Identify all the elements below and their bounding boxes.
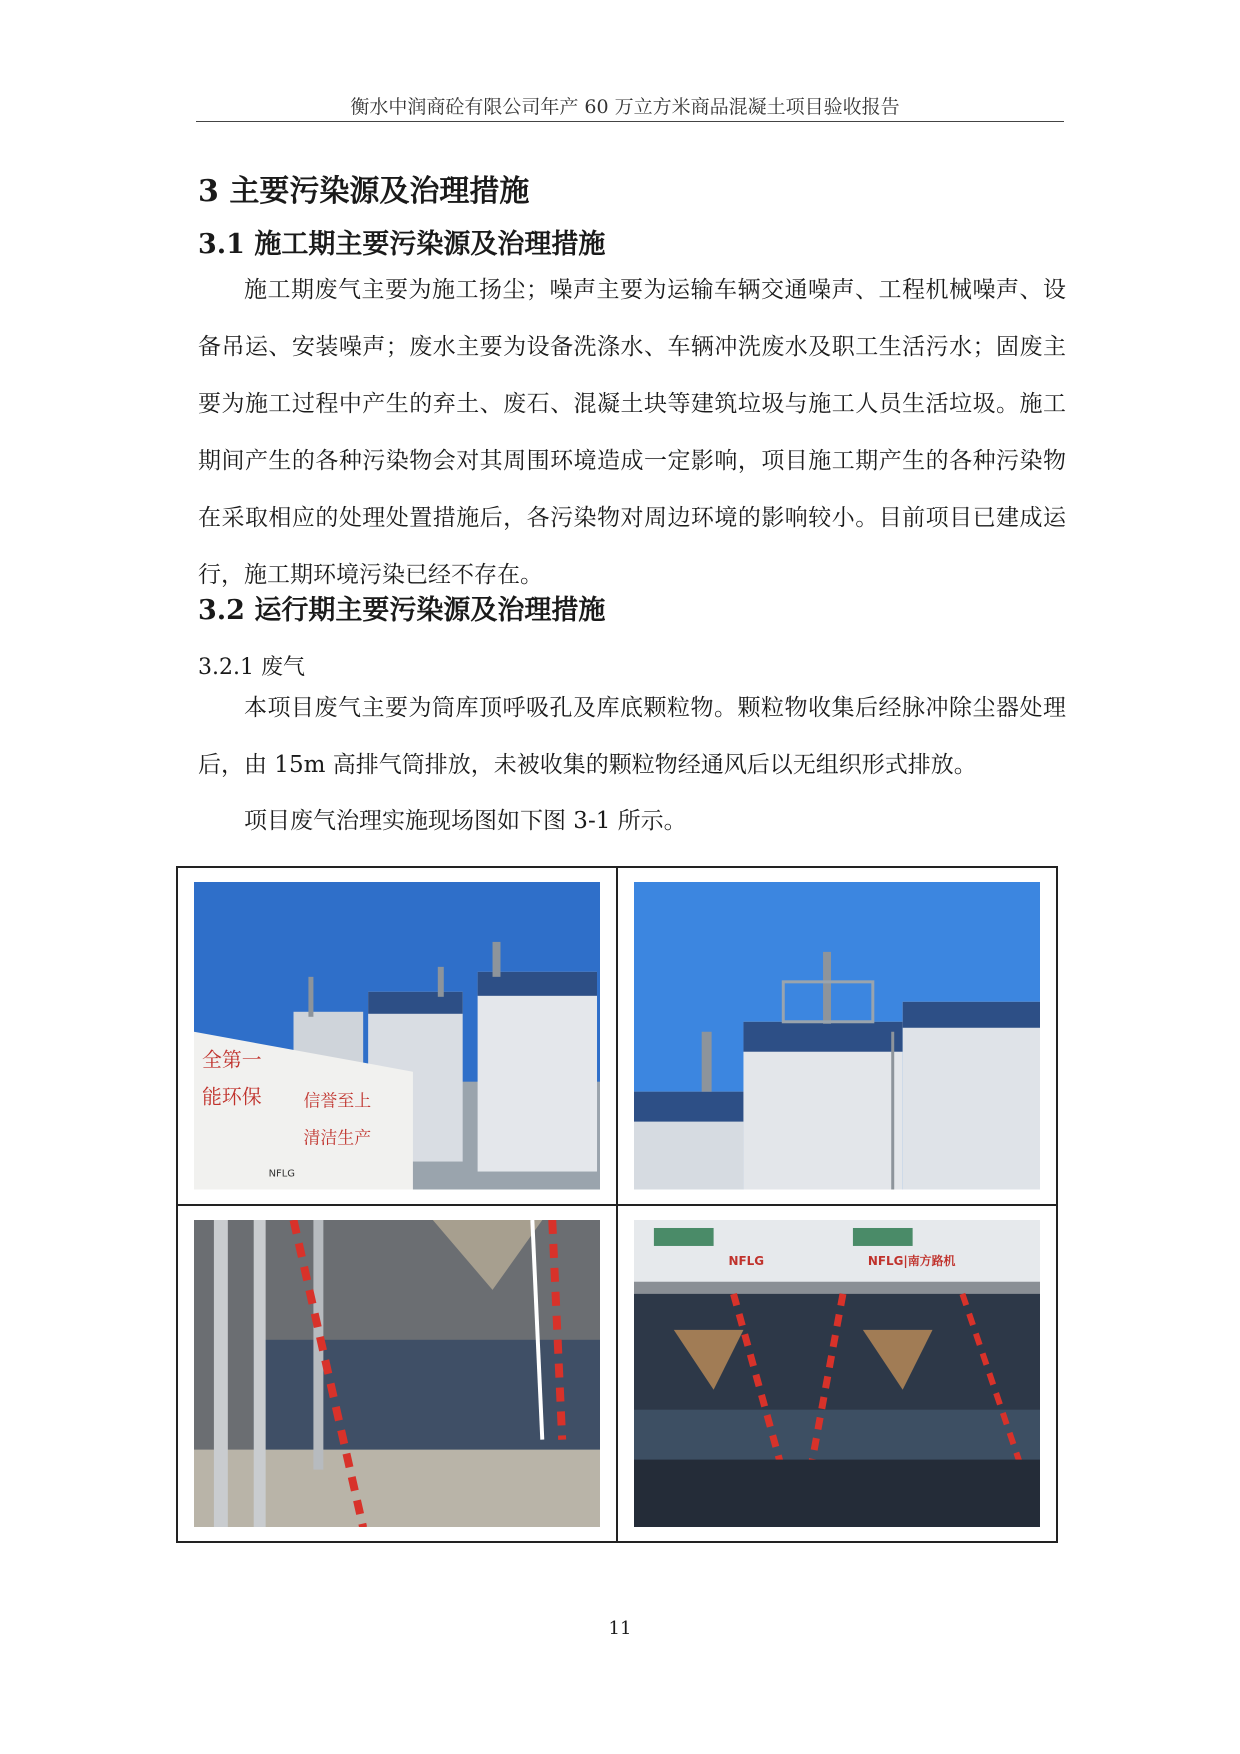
photo-cell-1: [177, 867, 617, 1205]
mixing-plant-hopper-photo: [634, 1220, 1040, 1528]
figure-3-1-photo-grid: [176, 866, 1058, 1543]
silo-bottom-dust-collector-photo: [194, 1220, 600, 1528]
wall-slogan-4: 清洁生产: [303, 1127, 372, 1148]
nflg-logo-right: NFLG|南方路机: [867, 1253, 956, 1268]
silo-photo-with-slogans: [194, 882, 600, 1190]
paragraph-text: 项目废气治理实施现场图如下图 3-1 所示。: [244, 808, 687, 834]
nflg-logo-left: NFLG: [728, 1253, 765, 1268]
section-3-title: 3 主要污染源及治理措施: [198, 174, 530, 209]
section-3-1-paragraph: [198, 262, 1066, 604]
paragraph-text: 施工期废气主要为施工扬尘；噪声主要为运输车辆交通噪声、工程机械噪声、设备吊运、安装噪声；废水主要为设备洗涤水、车辆冲洗废水及职工生活污水；固废主要为施工过程中产生的弃土、废石、混凝土块等建筑垃圾与施工人员生活垃圾。施工期间产生的各种污染物会对其周围环境造成一定影响，项目施工期产生的各种污染物在采取相应的处理处置措施后，各污染物对周边环境的影响较小。目前项目已建成运行，施工期环境污染已经不存在。: [198, 277, 1066, 588]
paragraph-text: 本项目废气主要为筒库顶呼吸孔及库底颗粒物。颗粒物收集后经脉冲除尘器处理后，由 15m 高排气筒排放，未被收集的颗粒物经通风后以无组织形式排放。: [198, 695, 1066, 778]
figure-intro-paragraph: [198, 793, 1066, 850]
header-divider: [196, 121, 1064, 122]
running-header: 衡水中润商砼有限公司年产 60 万立方米商品混凝土项目验收报告: [350, 96, 900, 118]
photo-cell-4: [617, 1205, 1057, 1543]
silo-top-stack-photo: [634, 882, 1040, 1190]
wall-slogan-1: 全第一: [201, 1048, 262, 1072]
page-number: 11: [608, 1618, 632, 1639]
section-3-2-1-title: 3.2.1 废气: [198, 655, 305, 680]
section-3-2-title: 3.2 运行期主要污染源及治理措施: [198, 595, 606, 626]
nflg-logo: NFLG: [268, 1168, 296, 1180]
wall-slogan-3: 信誉至上: [303, 1090, 372, 1111]
photo-cell-3: [177, 1205, 617, 1543]
section-3-2-1-paragraph: [198, 680, 1066, 794]
photo-cell-2: [617, 867, 1057, 1205]
wall-slogan-2: 能环保: [201, 1085, 262, 1109]
section-3-1-title: 3.1 施工期主要污染源及治理措施: [198, 229, 606, 260]
